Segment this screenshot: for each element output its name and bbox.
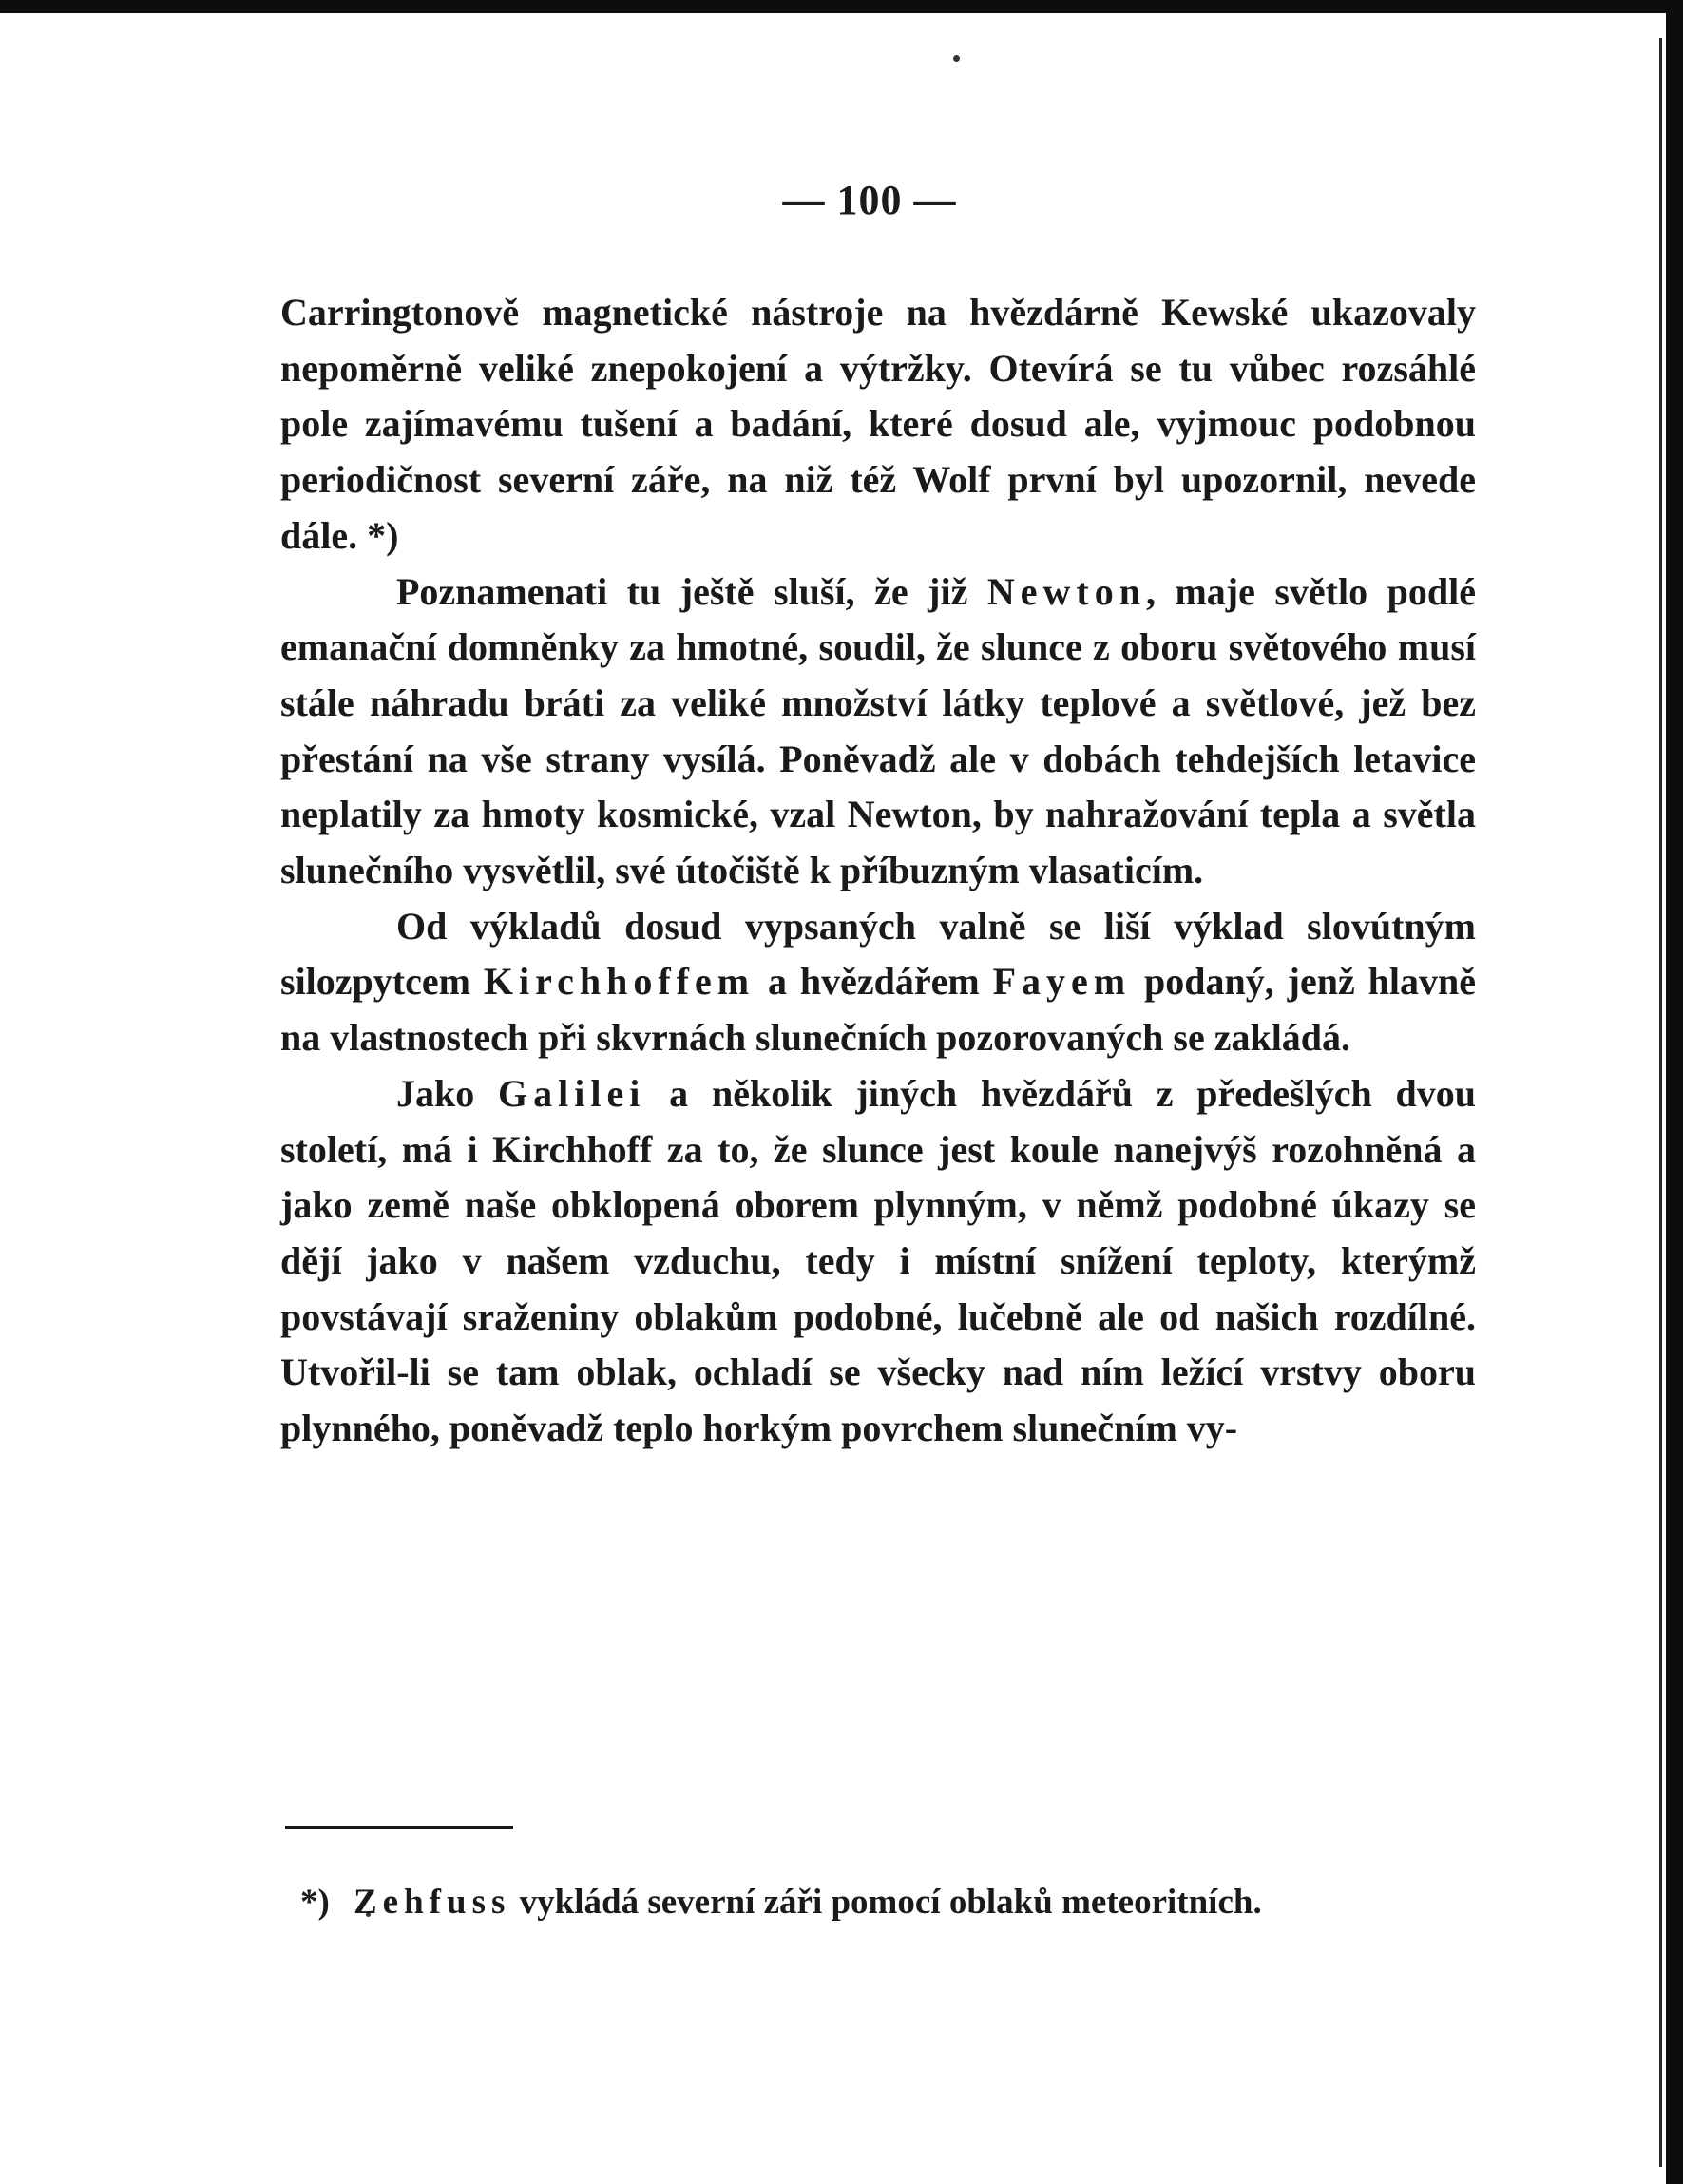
paragraph-1: Carringtonově magnetické nástroje na hvězdárně Kewské ukazovaly nepoměrně veliké znepokojení a výtržky. Otevírá se tu vůbec rozsáhlé pole zajímavému tušení a badání, které dosud ale, vyjmouc podobnou periodičnost severní záře, na niž též Wolf první byl upozornil, nevede dále. *)	[280, 291, 1476, 557]
name-faye: Fayem	[992, 960, 1132, 1004]
footnote-divider	[285, 1826, 513, 1829]
name-zehfuss: Zehfuss	[354, 1883, 511, 1922]
footnote-text: vykládá severní záři pomocí oblaků meteoritních.	[510, 1883, 1262, 1922]
page-number: — 100 —	[782, 177, 957, 223]
scan-speck	[953, 55, 960, 62]
name-newton: Newton	[986, 569, 1146, 613]
paragraph-4-text-b: a několik jiných hvězdářů z předešlých dvou století, má i Kirchhoff za to, že slunce jest koule nanejvýš rozohněná a jako země naše obklopená oborem plynným, v němž podobné úkazy se dějí jako v našem vzduchu, tedy i místní snížení teploty, kterýmž povstávají sraženiny oblakům podobné, lučebně ale od našich rozdílné. Utvořil-li se tam oblak, ochladí se všecky nad ním ležící vrstvy oboru plynného, poněvadž teplo horkým povrchem slunečním vy-	[280, 1071, 1477, 1450]
paragraph-3-text-a: Od výkladů dosud vypsaných valně se liší výklad slovútným silozpytcem	[280, 904, 1476, 1004]
footnote-marker: *)	[300, 1883, 330, 1922]
paragraph-2-text-a: Poznamenati tu ještě sluší, že již	[396, 569, 987, 613]
paragraph-4-text-a: Jako	[396, 1071, 499, 1115]
body-text	[280, 285, 1476, 1457]
paragraph-3	[280, 899, 1476, 1066]
name-galilei: Galilei	[498, 1071, 646, 1115]
scan-top-border	[0, 0, 1683, 13]
paragraph-4	[280, 1066, 1476, 1457]
paragraph-3-text-b: a hvězdářem	[755, 960, 993, 1004]
footnote	[300, 1877, 1475, 1928]
paragraph-2-text-b: , maje světlo podlé emanační domněnky za hmotné, soudil, že slunce z oboru světového musí stále náhradu bráti za veliké množství látky teplové a světlové, jež bez přestání na vše strany vysílá. Poněvadž ale v dobách tehdejších letavice neplatily za hmoty kosmické, vzal Newton, by nahražování tepla a světla slunečního vysvětlil, své útočiště k příbuzným vlasaticím.	[280, 569, 1476, 892]
paragraph-2	[280, 565, 1476, 899]
name-kirchhoff: Kirchhoffem	[483, 960, 755, 1004]
paragraph-3-text-c: podaný, jenž hlavně na vlastnostech při skvrnách slunečních pozorovaných se zakládá.	[280, 960, 1477, 1060]
scan-right-border	[1666, 0, 1683, 2184]
scan-page-edge	[1659, 38, 1662, 2167]
